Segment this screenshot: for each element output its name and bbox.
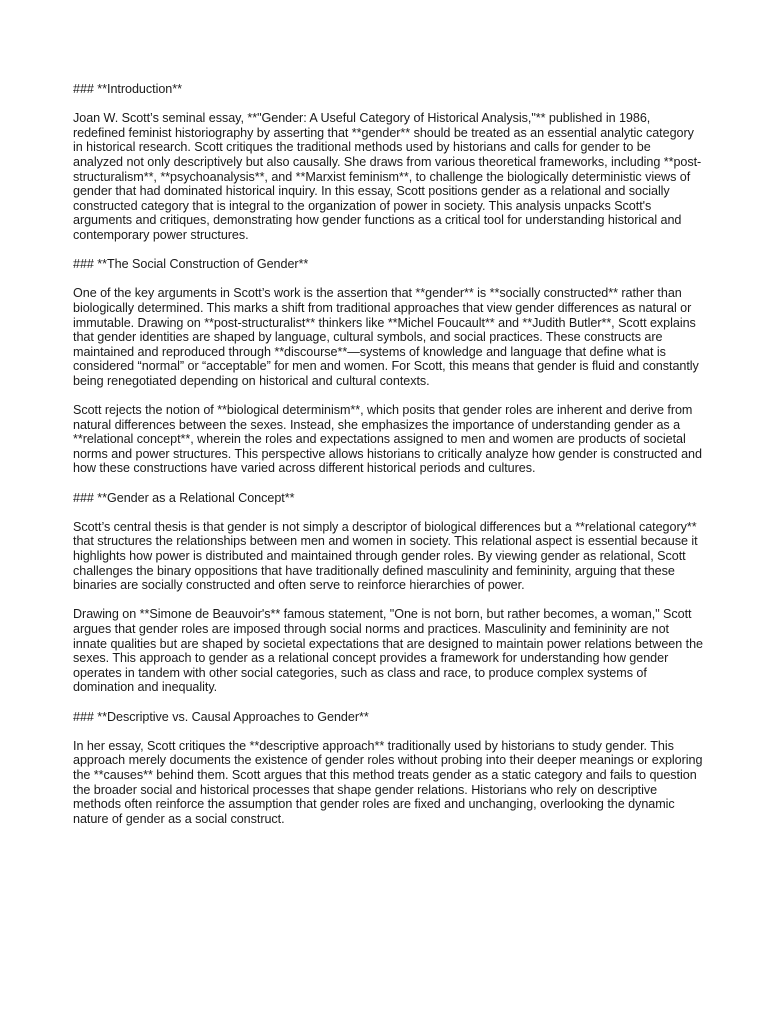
body-paragraph: Scott rejects the notion of **biological determinism**, which posits that gender roles are inherent and derive from natural differences between the sexes. Instead, she emphasizes the importance of understanding gender as a **relational concept**, wherein the roles and expectations assigned to men and women are products of societal norms and power structures. This perspective allows historians to critically analyze how gender is constructed and how these constructions have varied across different historical periods and cultures. (73, 403, 702, 476)
document-page (73, 82, 703, 841)
section-heading: ### **Descriptive vs. Causal Approaches to Gender** (73, 709, 369, 724)
body-paragraph: Drawing on **Simone de Beauvoir's** famous statement, "One is not born, but rather becomes, a woman," Scott argues that gender roles are imposed through social norms and practices. Masculinity and femininity are not innate qualities but are shaped by societal expectations that are designed to maintain power relations between the sexes. This approach to gender as a relational concept provides a framework for understanding how gender operates in tandem with other social categories, such as class and race, to produce complex systems of domination and inequality. (73, 607, 703, 695)
section-social-construction (73, 257, 703, 476)
body-paragraph: In her essay, Scott critiques the **descriptive approach** traditionally used by historians to study gender. This approach merely documents the existence of gender roles without probing into their deeper meanings or exploring the **causes** behind them. Scott argues that this method treats gender as a static category and fails to question the broader social and historical processes that shape gender relations. Historians who rely on descriptive methods often reinforce the assumption that gender roles are fixed and unchanging, overlooking the dynamic nature of gender as a social construct. (73, 738, 703, 826)
body-paragraph: One of the key arguments in Scott’s work is the assertion that **gender** is **socially constructed** rather than biologically determined. This marks a shift from traditional approaches that view gender differences as natural or immutable. Drawing on **post-structuralist** thinkers like **Michel Foucault** and **Judith Butler**, Scott explains that gender identities are shaped by language, cultural symbols, and social practices. These constructs are maintained and reproduced through **discourse**—systems of knowledge and language that define what is considered “normal” or “acceptable” for men and women. For Scott, this means that gender is fluid and constantly being renegotiated depending on historical and cultural contexts. (73, 286, 699, 388)
body-paragraph: Joan W. Scott’s seminal essay, **"Gender: A Useful Category of Historical Analysis,"** published in 1986, redefined feminist historiography by asserting that **gender** should be treated as an essential analytic category in historical research. Scott critiques the traditional methods used by historians and calls for gender to be analyzed not only descriptively but also causally. She draws from various theoretical frameworks, including **post-structuralism**, **psychoanalysis**, and **Marxist feminism**, to challenge the biologically deterministic views of gender that had dominated historical inquiry. In this essay, Scott positions gender as a relational and socially constructed category that is integral to the organization of power in society. This analysis unpacks Scott's arguments and critiques, demonstrating how gender functions as a critical tool for understanding historical and contemporary power structures. (73, 111, 702, 242)
body-paragraph: Scott’s central thesis is that gender is not simply a descriptor of biological differences but a **relational category** that structures the relationships between men and women in society. This relational aspect is essential because it highlights how power is distributed and maintained through gender roles. By viewing gender as relational, Scott challenges the binary oppositions that have traditionally defined masculinity and femininity, arguing that these binaries are socially constructed and often serve to reinforce hierarchies of power. (73, 519, 698, 593)
section-heading: ### **Introduction** (73, 82, 182, 96)
section-introduction (73, 82, 703, 243)
section-descriptive-vs-causal (73, 710, 703, 827)
section-heading: ### **Gender as a Relational Concept** (73, 490, 295, 505)
section-relational-concept (73, 491, 703, 695)
section-heading: ### **The Social Construction of Gender** (73, 257, 309, 272)
